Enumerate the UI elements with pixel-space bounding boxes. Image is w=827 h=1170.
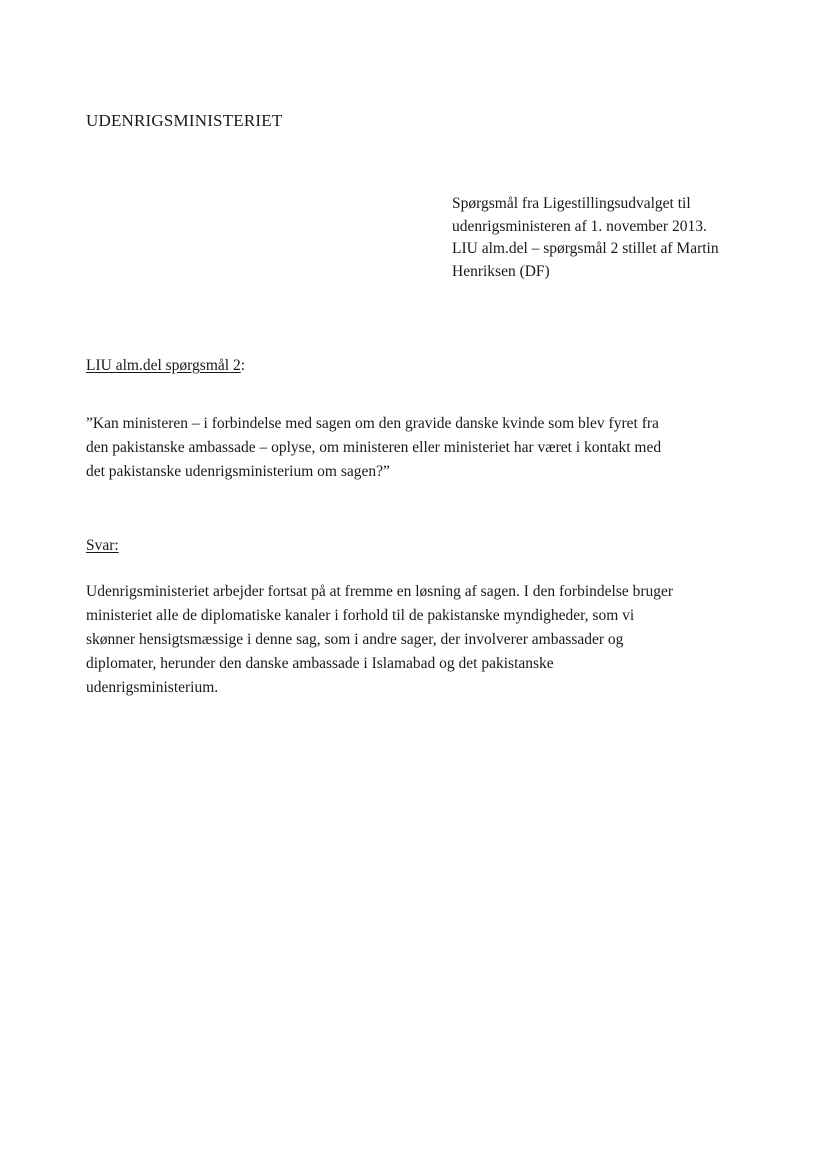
- question-line: ”Kan ministeren – i forbindelse med sagen om den gravide danske kvinde som blev fyret fra: [86, 415, 659, 432]
- answer-line: udenrigsministerium.: [86, 679, 219, 696]
- reference-line: udenrigsministeren af 1. november 2013.: [452, 217, 707, 235]
- answer-heading: [86, 535, 119, 557]
- answer-heading-label: Svar:: [86, 537, 119, 554]
- organization-title: UDENRIGSMINISTERIET: [86, 111, 283, 130]
- answer-line: ministeriet alle de diplomatiske kanaler i forhold til de pakistanske myndigheder, som vi: [86, 607, 635, 624]
- question-heading: [86, 355, 245, 377]
- question-line: den pakistanske ambassade – oplyse, om ministeren eller ministeriet har været i kontakt med: [86, 439, 662, 456]
- question-text: [86, 412, 766, 484]
- answer-text: [86, 580, 766, 700]
- question-line: det pakistanske udenrigsministerium om sagen?”: [86, 463, 390, 480]
- answer-line: Udenrigsministeriet arbejder fortsat på at fremme en løsning af sagen. I den forbindelse bruger: [86, 583, 674, 600]
- question-heading-label: LIU alm.del spørgsmål 2: [86, 357, 241, 374]
- answer-line: skønner hensigtsmæssige i denne sag, som i andre sager, der involverer ambassader og: [86, 631, 624, 648]
- reference-line: Henriksen (DF): [452, 262, 550, 280]
- reference-line: LIU alm.del – spørgsmål 2 stillet af Martin: [452, 240, 719, 257]
- answer-line: diplomater, herunder den danske ambassade i Islamabad og det pakistanske: [86, 655, 554, 672]
- reference-block: [452, 193, 782, 283]
- question-heading-colon: :: [240, 357, 246, 374]
- reference-line: Spørgsmål fra Ligestillingsudvalget til: [452, 195, 691, 212]
